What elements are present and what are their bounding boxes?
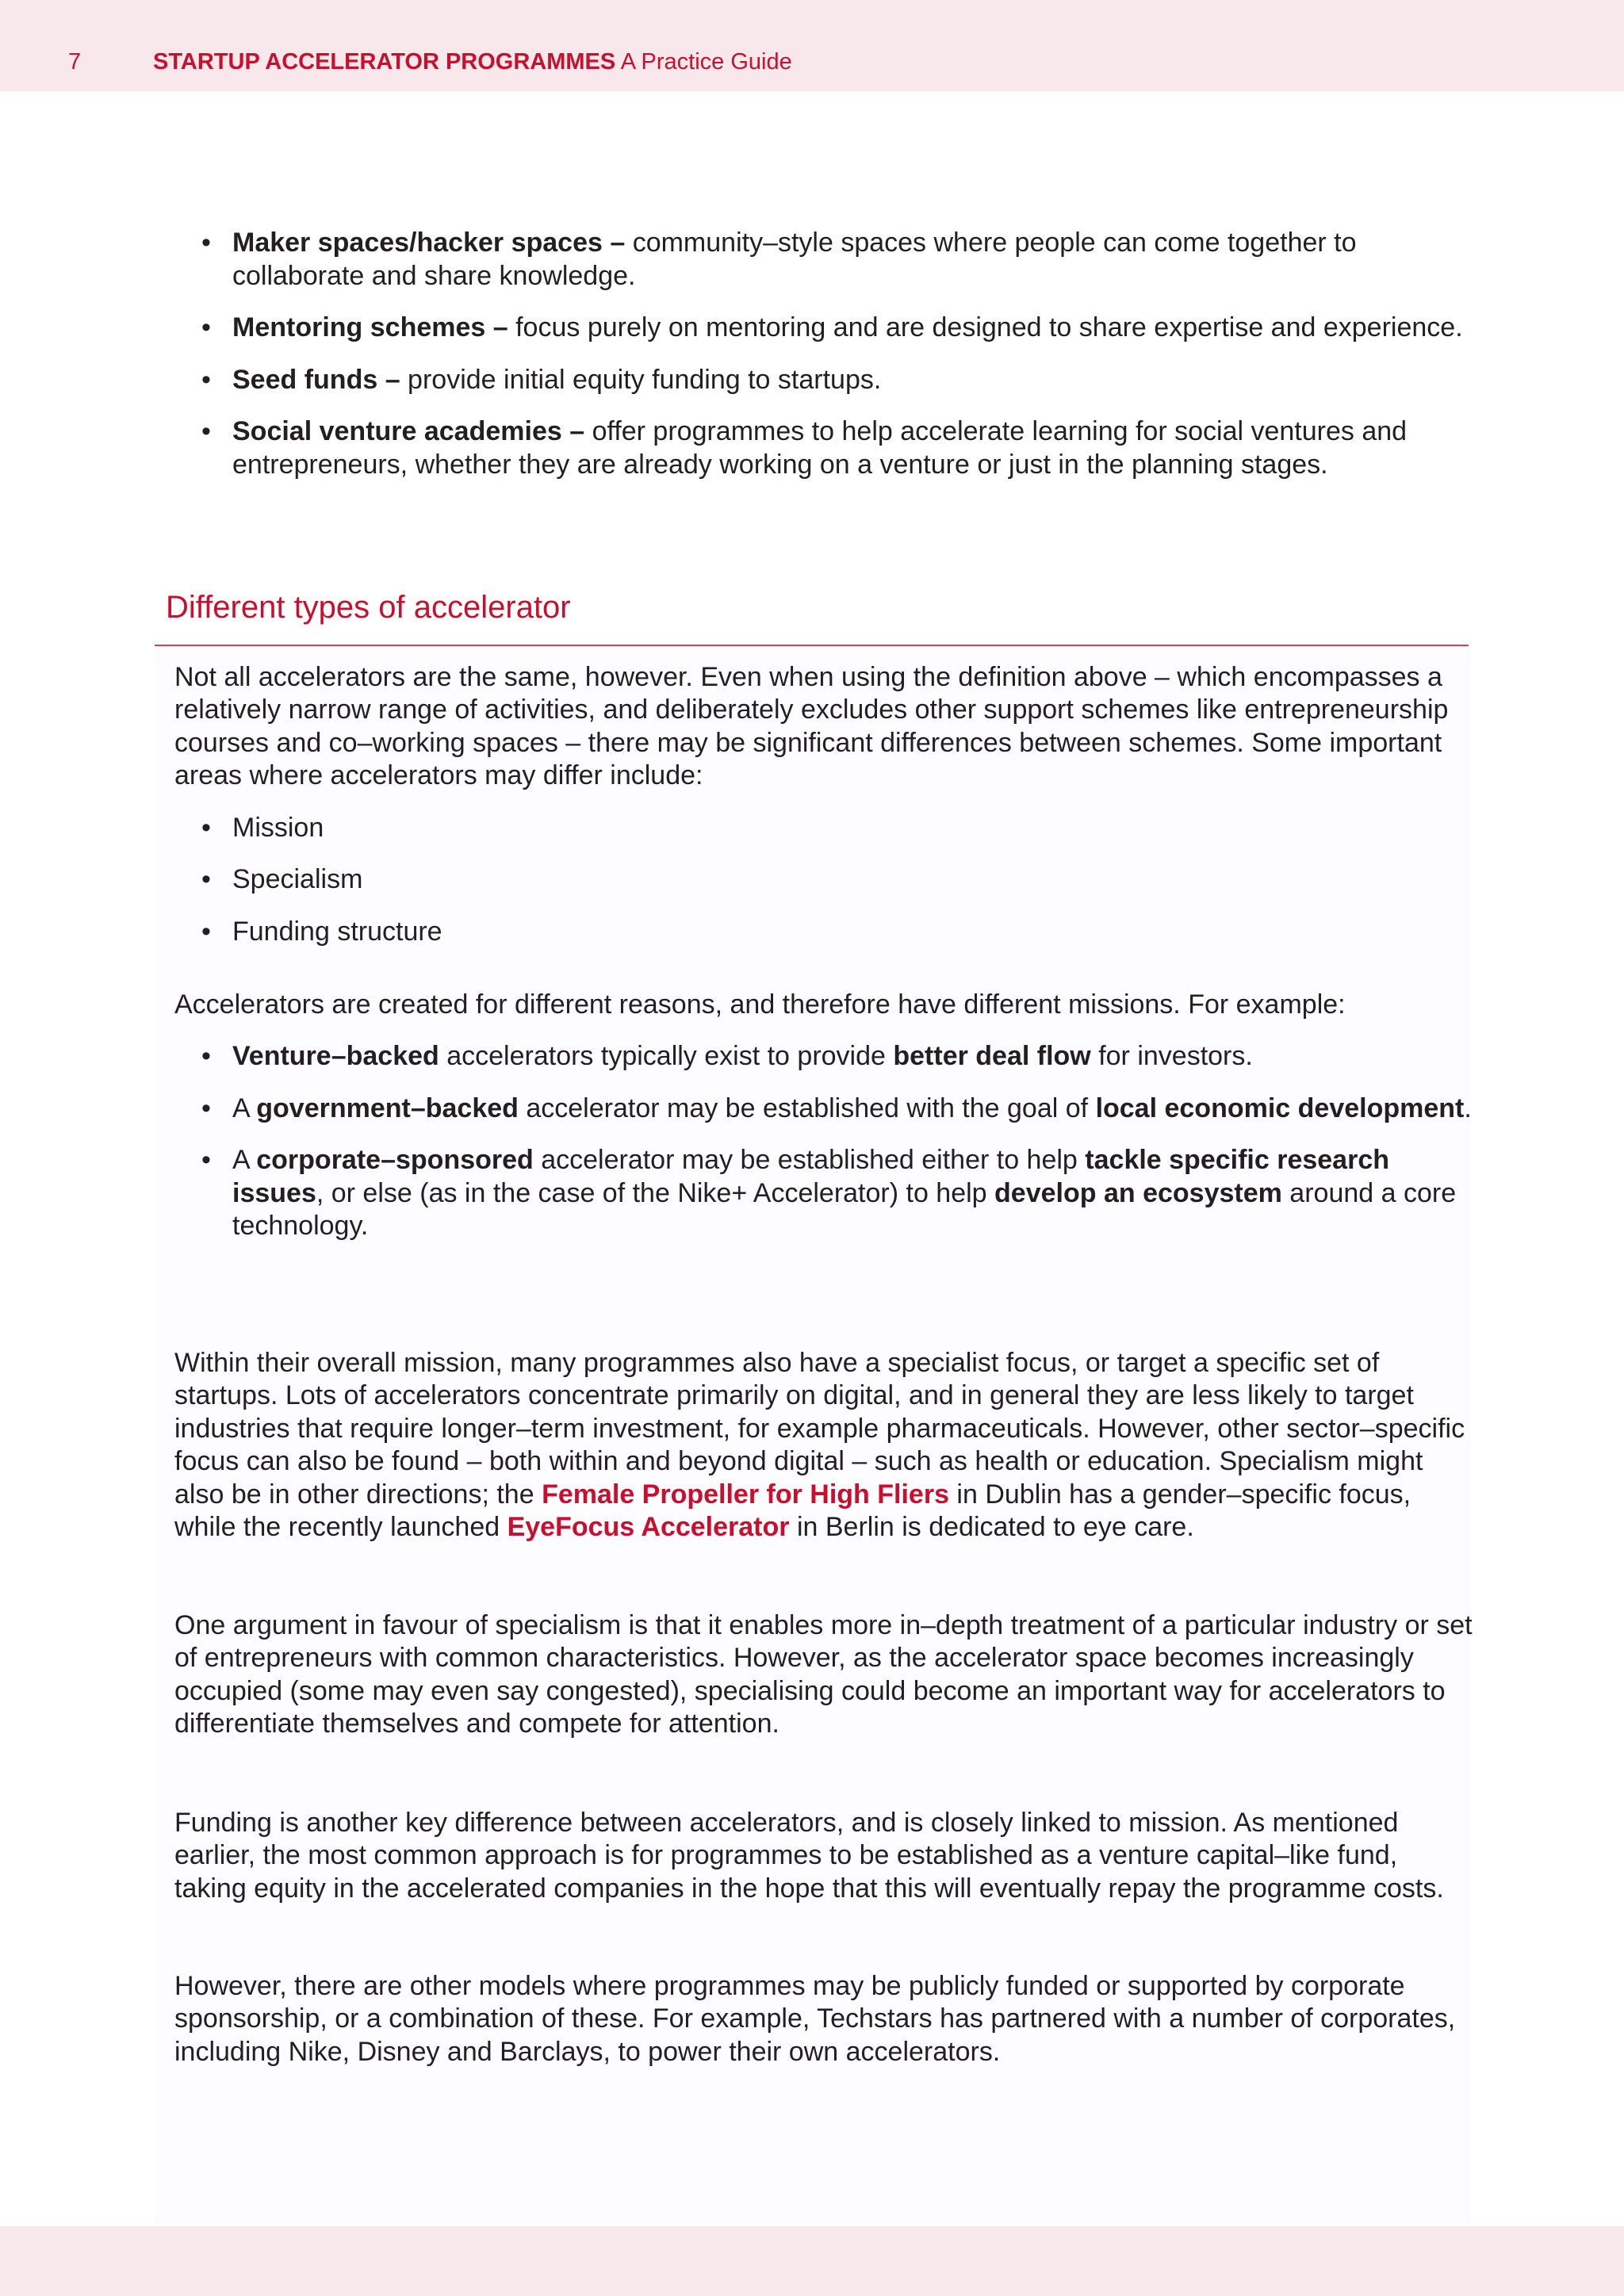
- emphasis: government–backed: [256, 1093, 519, 1123]
- specialism-paragraph-block: [174, 1347, 1475, 1544]
- mission-list: [174, 1040, 1475, 1243]
- section-divider: [155, 645, 1469, 646]
- running-title-subtitle: A Practice Guide: [615, 49, 792, 75]
- text: around a core technology.: [232, 1177, 1457, 1242]
- emphasis: corporate–sponsored: [256, 1145, 534, 1176]
- bullet-text: provide initial equity funding to startups.: [400, 364, 882, 395]
- differ-list: [174, 812, 1475, 949]
- section-heading: Different types of accelerator: [166, 590, 571, 625]
- list-item: • Funding structure: [174, 916, 1475, 949]
- list-item: [174, 227, 1483, 293]
- text: for investors.: [1090, 1041, 1253, 1072]
- intro-bullet-list: [174, 227, 1483, 500]
- page-footer: [0, 2226, 1624, 2296]
- bullet-text: focus purely on mentoring and are designed to share expertise and experience.: [508, 312, 1463, 342]
- text: Within their overall mission, many programmes also have a specialist focus, or target a specific set of startups. Lots of accelerators concentrate primarily on digital, and in general they are less likely to target industries that require longer–term investment, for example pharmaceuticals. However, other sector–specific focus can also be found – both within and beyond digital – such as health or education. Specialism might also be in other directions; the: [174, 1348, 1465, 1510]
- text: .: [1464, 1093, 1472, 1123]
- bullet-term: Maker spaces/hacker spaces –: [232, 228, 626, 258]
- list-item: [174, 312, 1483, 345]
- emphasis: tackle specific research issues: [232, 1145, 1389, 1208]
- page-number: 7: [68, 49, 82, 75]
- text: accelerators typically exist to provide: [439, 1041, 894, 1072]
- list-item: [174, 1144, 1475, 1243]
- list-item: • Mission: [174, 812, 1475, 845]
- text: A: [232, 1145, 257, 1176]
- female-propeller-link[interactable]: Female Propeller for High Fliers: [542, 1479, 949, 1510]
- list-item: • Specialism: [174, 863, 1475, 897]
- text: accelerator may be established with the goal of: [518, 1093, 1096, 1123]
- models-paragraph-block: [174, 1970, 1475, 2068]
- bullet-term: Seed funds –: [232, 364, 400, 395]
- text: in Berlin is dedicated to eye care.: [789, 1512, 1194, 1543]
- running-title: [153, 49, 792, 75]
- text: accelerator may be established either to help: [533, 1145, 1086, 1176]
- bullet-term: Mentoring schemes –: [232, 312, 508, 342]
- paragraph: One argument in favour of specialism is that it enables more in–depth treatment of a particular industry or set of entrepreneurs with common characteristics. However, as the accelerator space becomes increasingly occupied (some may even say congested), specialising could become an important way for accelerators to differentiate themselves and compete for attention.: [174, 1610, 1473, 1739]
- eyefocus-accelerator-link[interactable]: EyeFocus Accelerator: [507, 1512, 790, 1543]
- list-item: [174, 415, 1483, 481]
- emphasis: Venture–backed: [232, 1041, 439, 1072]
- paragraph: However, there are other models where programmes may be publicly funded or supported by corporate sponsorship, or a combination of these. For example, Techstars has partnered with a number of corporates, including Nike, Disney and Barclays, to power their own accelerators.: [174, 1971, 1456, 2067]
- emphasis: local economic development: [1095, 1093, 1465, 1123]
- list-item: [174, 1040, 1475, 1073]
- intro-paragraph-block: [174, 661, 1475, 967]
- mission-block: [174, 989, 1475, 1262]
- paragraph: Accelerators are created for different reasons, and therefore have different missions. For example:: [174, 989, 1346, 1020]
- funding-paragraph-block: [174, 1807, 1475, 1905]
- list-item: [174, 364, 1483, 397]
- list-item: [174, 1093, 1475, 1126]
- text: in Dublin has a gender–specific focus, while the recently launched: [174, 1479, 1411, 1543]
- running-title-bold: STARTUP ACCELERATOR PROGRAMMES: [153, 49, 616, 75]
- page-header: [0, 0, 1624, 91]
- bullet-text: community–style spaces where people can come together to collaborate and share knowledge.: [232, 228, 1357, 291]
- emphasis: better deal flow: [893, 1041, 1091, 1072]
- paragraph: Funding is another key difference between accelerators, and is closely linked to mission. As mentioned earlier, the most common approach is for programmes to be established as a venture capital–like fund, taking equity in the accelerated companies in the hope that this will eventually repay the programme costs.: [174, 1808, 1444, 1904]
- bullet-term: Social venture academies –: [232, 416, 585, 446]
- paragraph: [174, 1347, 1475, 1544]
- argument-paragraph-block: [174, 1609, 1475, 1741]
- text: , or else (as in the case of the Nike+ Accelerator) to help: [316, 1177, 995, 1208]
- emphasis: develop an ecosystem: [994, 1177, 1282, 1208]
- text: A: [232, 1093, 257, 1123]
- bullet-text: offer programmes to help accelerate learning for social ventures and entrepreneurs, whether they are already working on a venture or just in the planning stages.: [232, 416, 1408, 480]
- paragraph: Not all accelerators are the same, however. Even when using the definition above – which encompasses a relatively narrow range of activities, and deliberately excludes other support schemes like entrepreneurship courses and co–working spaces – there may be significant differences between schemes. Some important areas where accelerators may differ include:: [174, 662, 1449, 791]
